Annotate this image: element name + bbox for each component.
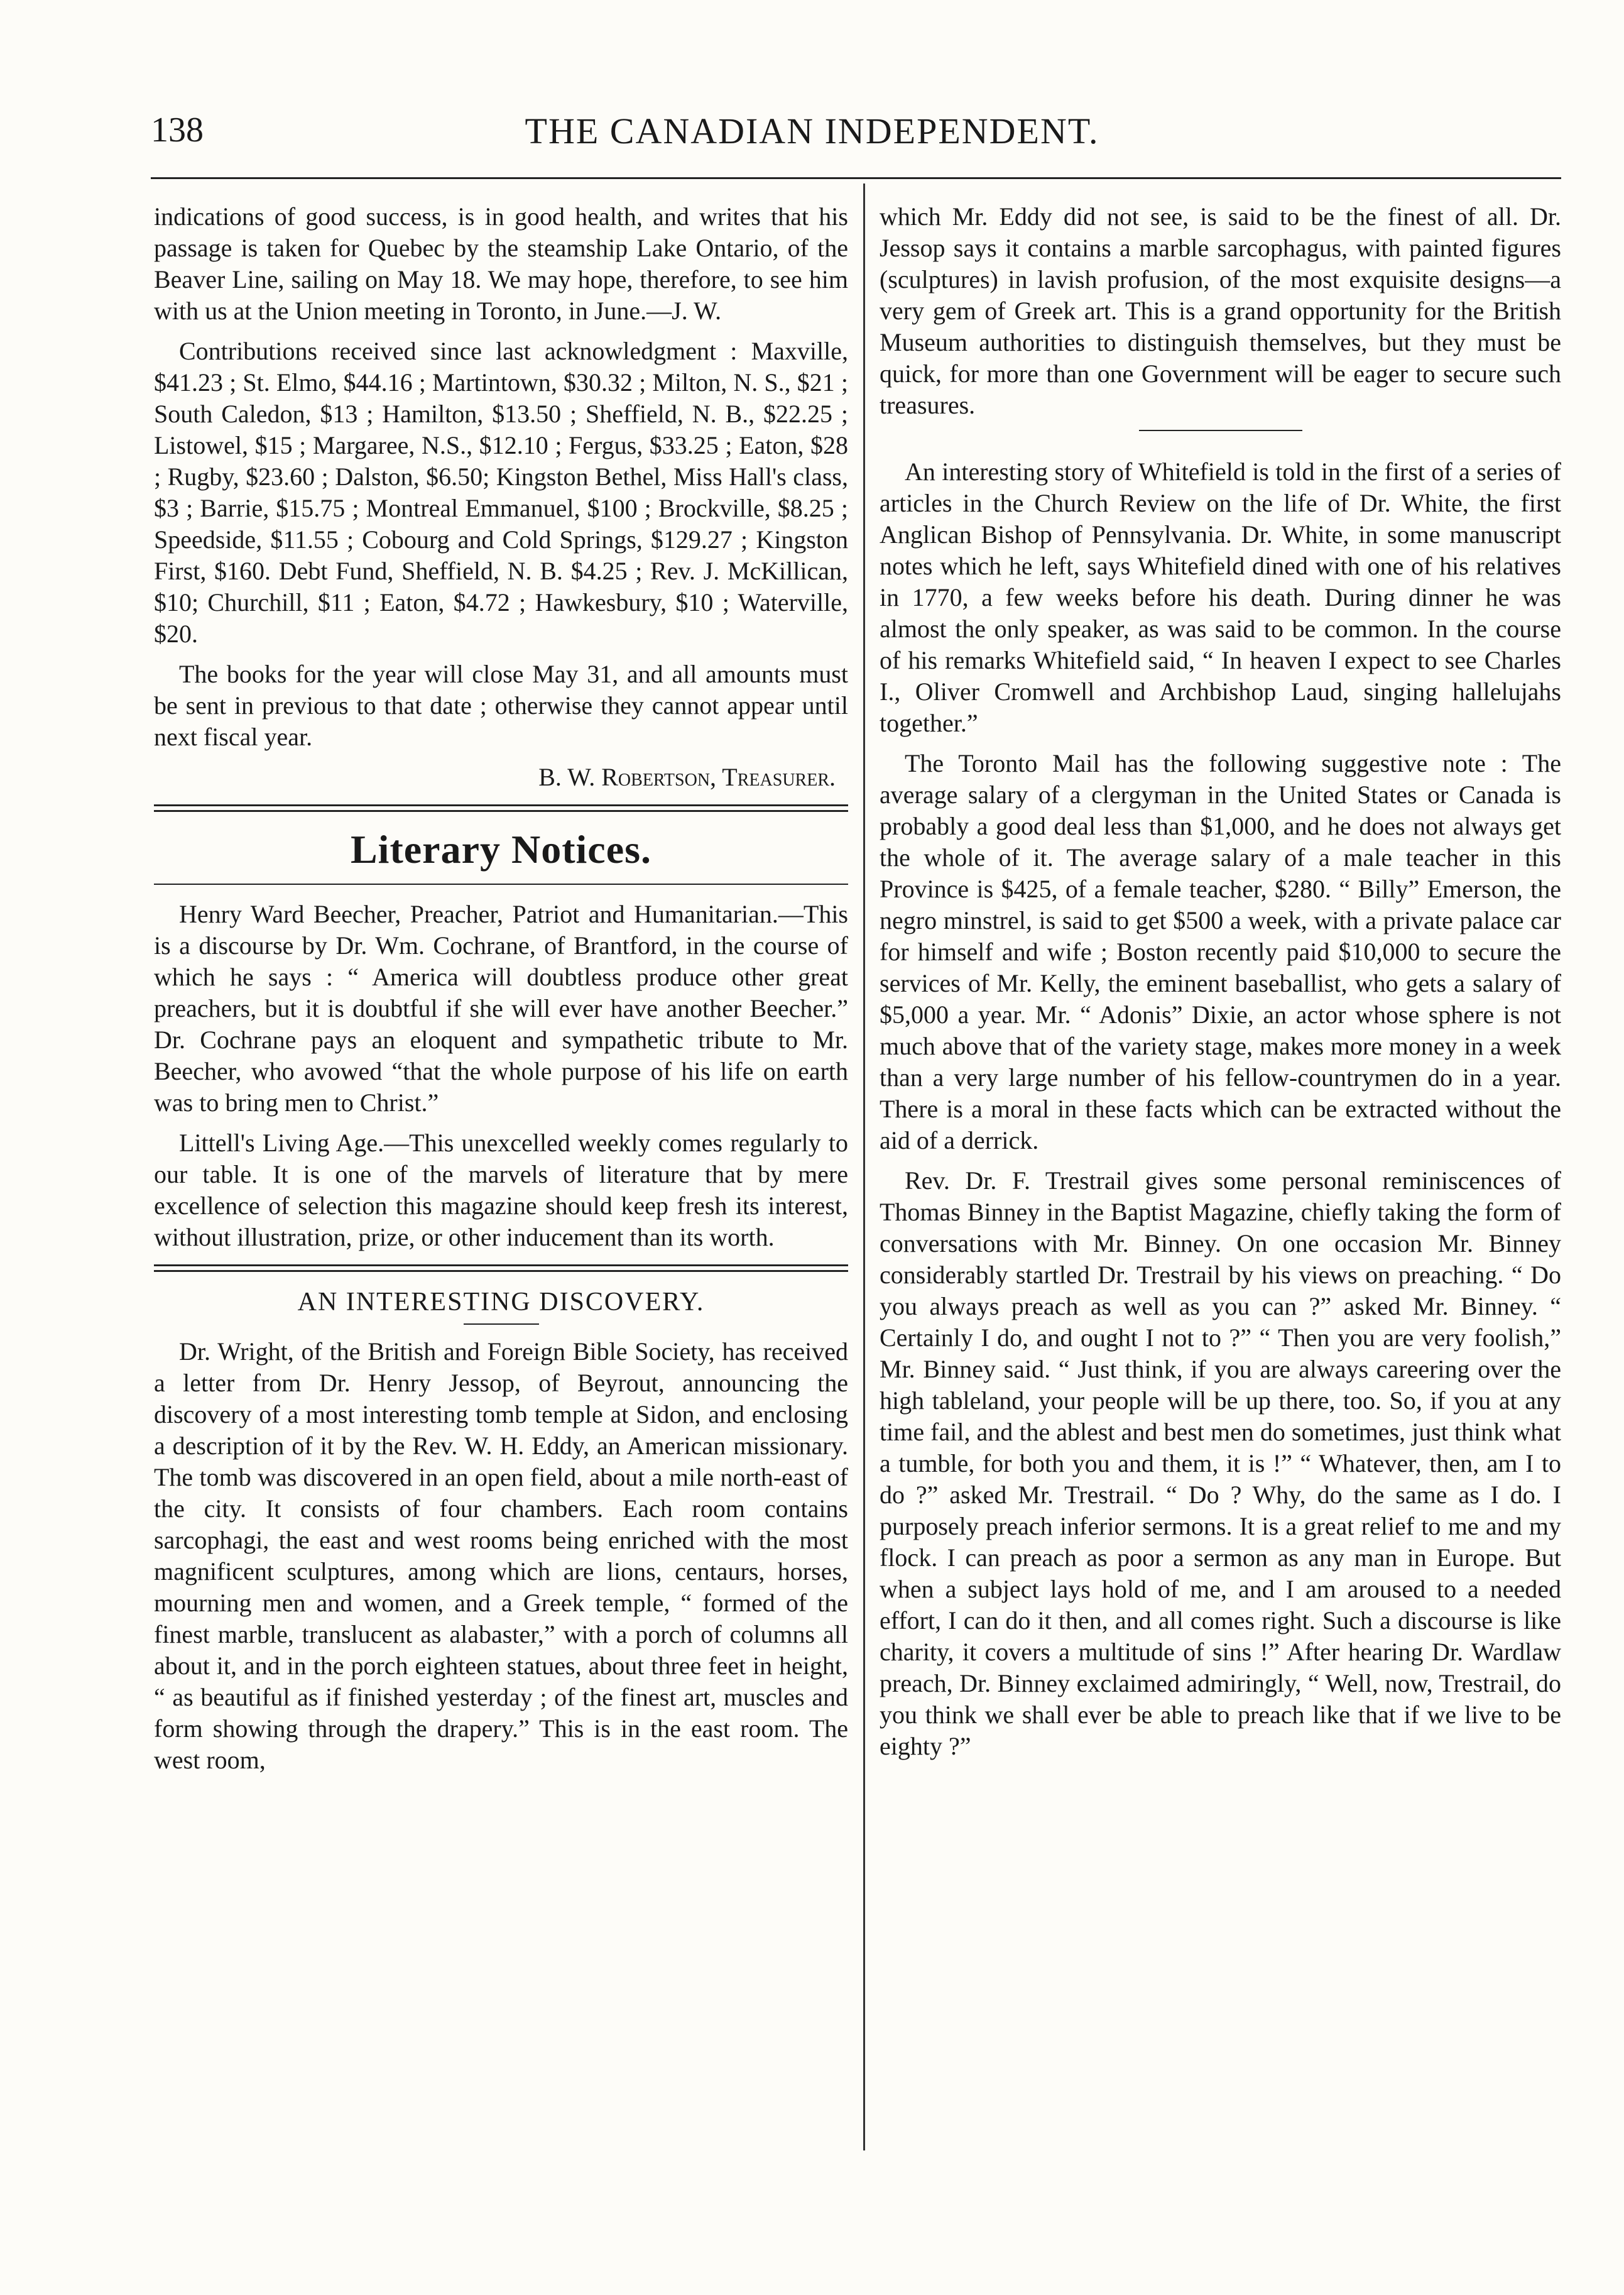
- toronto-mail-paragraph: The Toronto Mail has the following suggestive note : The average salary of a clergyman in the United States or Canada is probably a good deal less than $1,000, and he does not always get the whole of it. The average salary of a male teacher in this Province is $425, of a female teacher, $280. “ Billy” Emerson, the negro minstrel, is said to get $500 a week, with a private palace car for himself and wife ; Boston recently paid $10,000 to secure the services of Mr. Kelly, the eminent baseballist, who gets a salary of $5,000 a year. Mr. “ Adonis” Dixie, an actor whose sphere is not much above that of the variety stage, makes more money in a week than a very large number of his fellow-countrymen do in a year. There is a moral in these facts which can be extracted without the aid of a derrick.: [880, 749, 1561, 1154]
- running-title: THE CANADIAN INDEPENDENT.: [525, 111, 1099, 151]
- treasurer-signature: B. W. Robertson, Treasurer.: [538, 763, 836, 791]
- section-rule-top: [154, 804, 848, 812]
- page-number: 138: [151, 111, 204, 150]
- literary-notices-heading: Literary Notices.: [350, 827, 652, 872]
- contributions-paragraph: Contributions received since last acknowledgment : Maxville, $41.23 ; St. Elmo, $44.16 ; Martintown, $30.32 ; Milton, N. S., $21 ; South Caledon, $13 ; Hamilton, $13.50 ; Sheffield, N. B., $22.25 ; Listowel, $15 ; Margaree, N.S., $12.10 ; Fergus, $33.25 ; Eaton, $28 ; Rugby, $23.60 ; Dalston, $6.50; Kingston Bethel, Miss Hall's class, $3 ; Barrie, $15.75 ; Montreal Emmanuel, $100 ; Brockville, $8.25 ; Speedside, $11.55 ; Cobourg and Cold Springs, $129.27 ; Kingston First, $160. Debt Fund, Sheffield, N. B. $4.25 ; Rev. J. McKillican, $10; Churchill, $11 ; Eaton, $4.72 ; Hawkesbury, $10 ; Waterville, $20.: [154, 337, 848, 648]
- whitefield-paragraph: An interesting story of Whitefield is told in the first of a series of articles in the Church Review on the life of Dr. White, the first Anglican Bishop of Pennsylvania. Dr. White, in some manuscript notes which he left, says Whitefield dined with one of his relatives in 1770, a few weeks before his death. During dinner he was almost the only speaker, as was said to be common. In the course of his remarks Whitefield said, “ In heaven I expect to see Charles I., Oliver Cromwell and Archbishop Laud, singing hallelujahs together.”: [880, 457, 1561, 737]
- right-separator-rule: [1139, 430, 1302, 431]
- right-column: [880, 201, 1561, 1771]
- column-divider: [863, 183, 865, 2150]
- left-paragraph-1: indications of good success, is in good health, and writes that his passage is taken for Quebec by the steamship Lake Ontario, of the Beaver Line, sailing on May 18. We may hope, therefore, to see him with us at the Union meeting in Toronto, in June.—J. W.: [154, 202, 848, 325]
- littells-notice: Littell's Living Age.—This unexcelled weekly comes regularly to our table. It is one of the marvels of literature that by mere excellence of selection this magazine should keep fresh its interest, without illustration, prize, or other inducement than its worth.: [154, 1129, 848, 1251]
- discovery-heading: AN INTERESTING DISCOVERY.: [297, 1288, 705, 1317]
- right-paragraph-1: which Mr. Eddy did not see, is said to be the finest of all. Dr. Jessop says it contains a marble sarcophagus, with painted figures (sculptures) in lavish profusion, of the most exquisite designs—a very gem of Greek art. This is a grand opportunity for the British Museum authorities to distinguish themselves, but they must be quick, for more than one Government will be eager to secure such treasures.: [880, 202, 1561, 419]
- books-close-paragraph: The books for the year will close May 31, and all amounts must be sent in previous to that date ; otherwise they cannot appear until next fiscal year.: [154, 660, 848, 751]
- page-header: [151, 110, 1473, 160]
- header-rule: [151, 177, 1561, 179]
- discovery-short-rule: [464, 1323, 539, 1325]
- left-column: [154, 201, 848, 1785]
- discovery-paragraph: Dr. Wright, of the British and Foreign Bible Society, has received a letter from Dr. Henry Jessop, of Beyrout, announcing the discovery of a most interesting tomb temple at Sidon, and enclosing a description of it by the Rev. W. H. Eddy, an American missionary. The tomb was discovered in an open field, about a mile north-east of the city. It consists of four chambers. Each room contains sarcophagi, the east and west rooms being enriched with the most magnificent sculptures, among which are lions, centaurs, horses, mourning men and women, and a Greek temple, “ formed of the finest marble, translucent as alabaster,” with a porch of columns all about it, and in the porch eighteen statues, about three feet in height, “ as beautiful as if finished yesterday ; of the finest art, muscles and form showing through the drapery.” This is in the east room. The west room,: [154, 1337, 848, 1774]
- discovery-rule: [154, 1264, 848, 1272]
- trestrail-paragraph: Rev. Dr. F. Trestrail gives some personal reminiscences of Thomas Binney in the Baptist Magazine, chiefly taking the form of conversations with Mr. Binney. On one occasion Mr. Binney considerably startled Dr. Trestrail by his views on preaching. “ Do you always preach as well as you can ?” asked Mr. Binney. “ Certainly I do, and ought I not to ?” “ Then you are very foolish,” Mr. Binney said. “ Just think, if you are always careering over the high tableland, your people will be up there, too. So, if you at any time fail, and the ablest and best men do sometimes, just think what a tumble, for both you and them, it is !” “ Whatever, then, am I to do ?” asked Mr. Trestrail. “ Do ? Why, do the same as I do. I purposely preach inferior sermons. It is a great relief to me and my flock. I can preach as poor a sermon as any man in Europe. But when a subject lays hold of me, and I am aroused to a needed effort, I can do it then, and all comes right. Such a discourse is like charity, it covers a multitude of sins !” After hearing Dr. Wardlaw preach, Dr. Binney exclaimed admiringly, “ Well, now, Trestrail, do you think we shall ever be able to preach like that if we live to be eighty ?”: [880, 1166, 1561, 1760]
- beecher-notice: Henry Ward Beecher, Preacher, Patriot and Humanitarian.—This is a discourse by Dr. Wm. Cochrane, of Brantford, in the course of which he says : “ America will doubtless produce other great preachers, but it is doubtful if she will ever have another Beecher.” Dr. Cochrane pays an eloquent and sympathetic tribute to Mr. Beecher, who avowed “that the whole purpose of his life on earth was to bring men to Christ.”: [154, 900, 848, 1117]
- section-rule-bottom: [154, 884, 848, 885]
